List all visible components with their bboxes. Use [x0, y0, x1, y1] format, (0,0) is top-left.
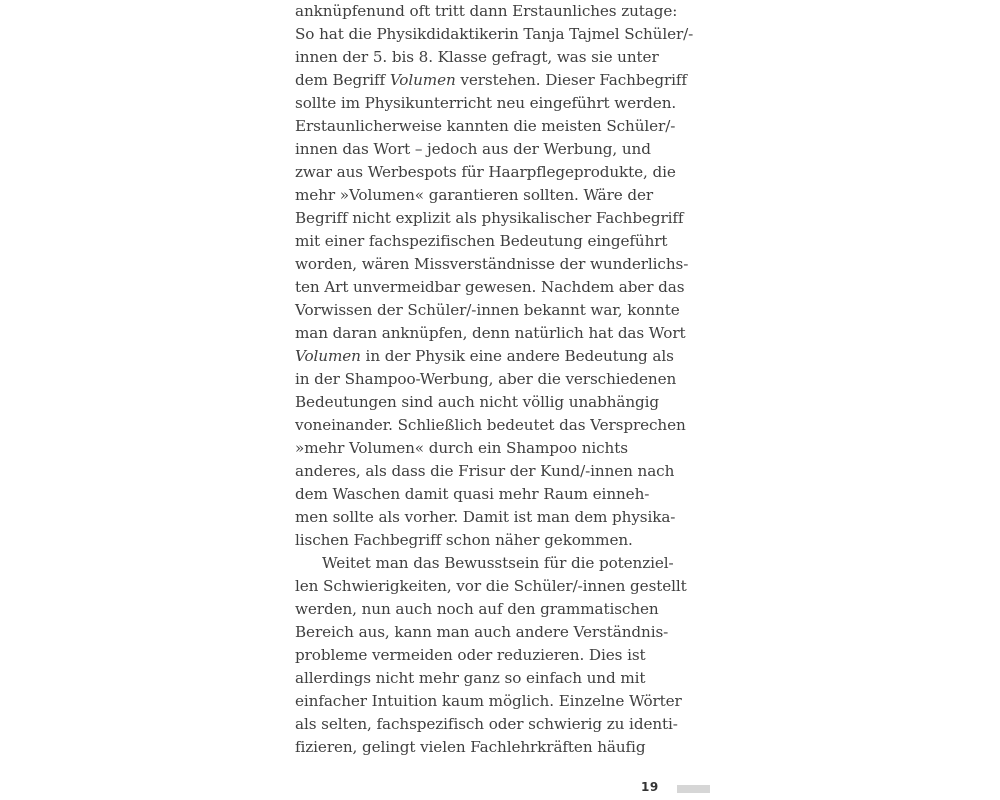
- text-segment: verstehen. Dieser Fachbegriff: [455, 71, 687, 89]
- text-line: ten Art unvermeidbar gewesen. Nachdem aber das: [295, 278, 685, 296]
- text-line: [295, 345, 674, 368]
- emphasized-term: Volumen: [295, 347, 361, 365]
- text-line: So hat die Physikdidaktikerin Tanja Tajmel Schüler/-: [295, 25, 694, 43]
- page-number: 19: [641, 780, 659, 794]
- text-line: sollte im Physikunterricht neu eingeführt werden.: [295, 94, 677, 112]
- text-line: allerdings nicht mehr ganz so einfach und mit: [295, 669, 646, 687]
- text-line: Erstaunlicherweise kannten die meisten Schüler/-: [295, 117, 676, 135]
- text-line: werden, nun auch noch auf den grammatischen: [295, 600, 659, 618]
- text-line: probleme vermeiden oder reduzieren. Dies ist: [295, 646, 646, 664]
- text-line: fizieren, gelingt vielen Fachlehrkräften häufig: [295, 738, 646, 756]
- text-line: man daran anknüpfen, denn natürlich hat das Wort: [295, 324, 686, 342]
- text-line: Begriff nicht explizit als physikalischer Fachbegriff: [295, 209, 684, 227]
- body-text-column: [295, 0, 694, 759]
- text-line: innen der 5. bis 8. Klasse gefragt, was sie unter: [295, 48, 659, 66]
- text-line: len Schwierigkeiten, vor die Schüler/-innen gestellt: [295, 577, 687, 595]
- text-line: mehr »Volumen« garantieren sollten. Wäre der: [295, 186, 654, 204]
- text-line: zwar aus Werbespots für Haarpflegeprodukte, die: [295, 163, 676, 181]
- text-line: Bedeutungen sind auch nicht völlig unabhängig: [295, 393, 660, 411]
- text-line: anknüpfenund oft tritt dann Erstaunliches zutage:: [295, 2, 678, 20]
- text-line: anderes, als dass die Frisur der Kund/-innen nach: [295, 462, 675, 480]
- text-line: dem Waschen damit quasi mehr Raum einneh-: [295, 485, 650, 503]
- text-segment: in der Physik eine andere Bedeutung als: [360, 347, 674, 365]
- text-line: Vorwissen der Schüler/-innen bekannt war, konnte: [295, 301, 680, 319]
- text-line: »mehr Volumen« durch ein Shampoo nichts: [295, 439, 628, 457]
- text-line: men sollte als vorher. Damit ist man dem physika-: [295, 508, 676, 526]
- text-line: innen das Wort – jedoch aus der Werbung, und: [295, 140, 651, 158]
- text-line: voneinander. Schließlich bedeutet das Versprechen: [295, 416, 686, 434]
- text-line: [295, 69, 687, 92]
- text-line: Weitet man das Bewusstsein für die potenziel-: [322, 554, 674, 572]
- text-line: einfacher Intuition kaum möglich. Einzelne Wörter: [295, 692, 682, 710]
- page-number-bar: [677, 785, 710, 793]
- text-line: worden, wären Missverständnisse der wunderlichs-: [295, 255, 689, 273]
- text-line: mit einer fachspezifischen Bedeutung eingeführt: [295, 232, 668, 250]
- text-line: lischen Fachbegriff schon näher gekommen.: [295, 531, 633, 549]
- text-line: als selten, fachspezifisch oder schwierig zu identi-: [295, 715, 678, 733]
- text-line: in der Shampoo-Werbung, aber die verschiedenen: [295, 370, 677, 388]
- emphasized-term: Volumen: [389, 71, 456, 89]
- text-segment: dem Begriff: [295, 71, 390, 89]
- text-line: Bereich aus, kann man auch andere Verständnis-: [295, 623, 669, 641]
